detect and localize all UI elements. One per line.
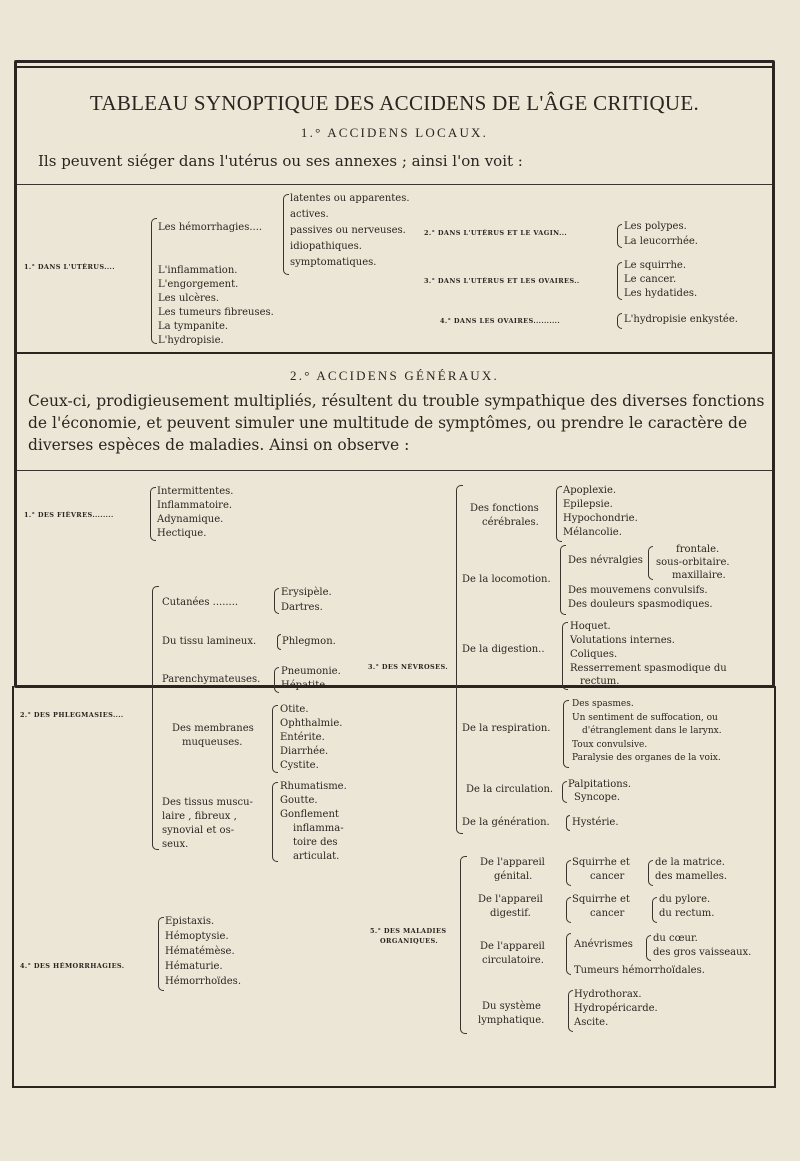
lamineux-item: Phlegmon. xyxy=(282,636,336,647)
membranes-label: muqueuses. xyxy=(182,737,243,748)
ovaires-item: L'hydropisie enkystée. xyxy=(624,314,738,325)
tissus-item: Rhumatisme. xyxy=(280,781,347,792)
digestif-prefix: Squirrhe et xyxy=(572,894,630,905)
divider-section xyxy=(17,352,772,354)
digestif-label: De l'appareil xyxy=(478,894,543,905)
nevralgie-item: sous-orbitaire. xyxy=(656,557,730,568)
vagin-item: La leucorrhée. xyxy=(624,236,698,247)
cerebrales-item: Apoplexie. xyxy=(563,485,617,496)
respiration-item: Paralysie des organes de la voix. xyxy=(572,753,721,763)
organiques-brace xyxy=(460,856,467,1034)
divider-general xyxy=(17,470,772,471)
lymphatique-label: Du système xyxy=(482,1001,541,1012)
digestif-label: digestif. xyxy=(490,908,531,919)
ovaires-uterus-item: Le cancer. xyxy=(624,274,677,285)
ovaires-uterus-brace xyxy=(617,262,622,300)
respiration-brace xyxy=(563,700,569,768)
nevroses-label: 3.° DES NÉVROSES. xyxy=(368,663,449,671)
tissus-label: synovial et os- xyxy=(162,825,235,836)
membranes-item: Otite. xyxy=(280,704,309,715)
digestif-sub-brace xyxy=(652,897,657,923)
aneurismes-item: des gros vaisseaux. xyxy=(653,947,752,958)
left-rule-general xyxy=(12,686,14,1086)
vagin-label: 2.° DANS L'UTÉRUS ET LE VAGIN... xyxy=(424,229,568,237)
nevralgie-item: maxillaire. xyxy=(672,570,726,581)
hemorrhagie-type: latentes ou apparentes. xyxy=(290,193,410,204)
respiration-item: d'étranglement dans le larynx. xyxy=(582,726,722,736)
ovaires-brace xyxy=(617,313,622,329)
cerebrales-item: Mélancolie. xyxy=(563,527,622,538)
fievre-item: Hectique. xyxy=(157,528,207,539)
fievre-item: Adynamique. xyxy=(157,514,224,525)
vagin-item: Les polypes. xyxy=(624,221,687,232)
nevroses-brace xyxy=(456,485,463,834)
parenchymateuses-item: Hépatite. xyxy=(281,680,329,691)
generation-brace xyxy=(566,815,570,831)
digestion-item: Resserrement spasmodique du xyxy=(570,663,727,674)
fievres-label: 1.° DES FIÈVRES........ xyxy=(24,511,114,519)
genital-brace xyxy=(566,860,571,886)
phlegmasies-brace xyxy=(152,586,159,850)
genital-label: De l'appareil xyxy=(480,857,545,868)
hemorrhagie-general-item: Hémorrhoïdes. xyxy=(165,976,241,987)
circulation-item: Palpitations. xyxy=(568,779,632,790)
membranes-item: Ophthalmie. xyxy=(280,718,343,729)
respiration-label: De la respiration. xyxy=(462,723,551,734)
hemorrhagie-general-item: Hématurie. xyxy=(165,961,223,972)
digestion-item: rectum. xyxy=(580,676,620,687)
respiration-item: Des spasmes. xyxy=(572,699,634,709)
ovaires-uterus-item: Le squirrhe. xyxy=(624,260,687,271)
lymphatique-label: lymphatique. xyxy=(478,1015,545,1026)
hemorrhagie-type: passives ou nerveuses. xyxy=(290,225,406,236)
membranes-item: Cystite. xyxy=(280,760,319,771)
uterus-item: L'engorgement. xyxy=(158,279,239,290)
digestif-prefix: cancer xyxy=(590,908,625,919)
genital-prefix: Squirrhe et xyxy=(572,857,630,868)
hemorrhagie-type: symptomatiques. xyxy=(290,257,377,268)
circulatoire-item: Tumeurs hémorrhoïdales. xyxy=(574,965,705,976)
circulation-item: Syncope. xyxy=(574,792,621,803)
parenchymateuses-brace xyxy=(274,667,279,693)
lamineux-label: Du tissu lamineux. xyxy=(162,636,257,647)
genital-item: des mamelles. xyxy=(655,871,728,882)
section-heading-general: 2.° ACCIDENS GÉNÉRAUX. xyxy=(290,368,499,383)
lymphatique-item: Hydrothorax. xyxy=(574,989,642,1000)
digestif-item: du rectum. xyxy=(659,908,715,919)
nevralgies-label: Des névralgies xyxy=(568,555,643,566)
tissus-brace xyxy=(272,782,278,862)
tissus-label: Des tissus muscu- xyxy=(162,797,253,808)
fievre-item: Intermittentes. xyxy=(157,486,234,497)
membranes-item: Diarrhée. xyxy=(280,746,329,757)
local-intro: Ils peuvent siéger dans l'utérus ou ses annexes ; ainsi l'on voit : xyxy=(38,152,523,170)
lymphatique-item: Ascite. xyxy=(574,1017,609,1028)
digestion-label: De la digestion.. xyxy=(462,644,545,655)
ovaires-uterus-label: 3.° DANS L'UTÉRUS ET LES OVAIRES.. xyxy=(424,277,580,285)
parenchymateuses-item: Pneumonie. xyxy=(281,666,341,677)
digestion-item: Volutations internes. xyxy=(570,635,675,646)
circulatoire-brace xyxy=(566,933,571,975)
tissus-item: articulat. xyxy=(293,851,340,862)
hemorrhagies-general-label: 4.° DES HÉMORRHAGIES. xyxy=(20,962,125,970)
lymphatique-brace xyxy=(568,990,573,1032)
fievre-item: Inflammatoire. xyxy=(157,500,233,511)
cutanees-item: Erysipèle. xyxy=(281,587,332,598)
uterus-item: L'hydropisie. xyxy=(158,335,224,346)
lymphatique-item: Hydropéricarde. xyxy=(574,1003,658,1014)
circulatoire-label: De l'appareil xyxy=(480,941,545,952)
aneurismes-label: Anévrismes xyxy=(574,939,633,950)
uterus-label: 1.° DANS L'UTÉRUS.... xyxy=(24,263,115,271)
circulatoire-label: circulatoire. xyxy=(482,955,544,966)
cerebrales-label: Des fonctions xyxy=(470,503,539,514)
uterus-brace xyxy=(151,218,157,344)
tissus-item: toire des xyxy=(293,837,338,848)
general-intro xyxy=(28,390,766,456)
cerebrales-brace xyxy=(556,486,562,542)
membranes-item: Entérite. xyxy=(280,732,325,743)
hemorrhagie-general-item: Epistaxis. xyxy=(165,916,215,927)
tissus-item: Gonflement xyxy=(280,809,339,820)
vagin-brace xyxy=(617,224,622,248)
hemorrhagie-general-item: Hémoptysie. xyxy=(165,931,229,942)
locomotion-label: De la locomotion. xyxy=(462,574,551,585)
aneurismes-brace xyxy=(646,935,651,961)
uterus-item: L'inflammation. xyxy=(158,265,238,276)
bottom-rule xyxy=(12,1086,776,1088)
cerebrales-label: cérébrales. xyxy=(482,517,539,528)
uterus-item: La tympanite. xyxy=(158,321,229,332)
organiques-label: 5.° DES MALADIES xyxy=(370,927,447,935)
cerebrales-item: Hypochondrie. xyxy=(563,513,638,524)
phlegmasies-label: 2.° DES PHLEGMASIES.... xyxy=(20,711,124,719)
right-rule-general xyxy=(774,686,776,1086)
uterus-item: Les tumeurs fibreuses. xyxy=(158,307,274,318)
digestion-brace xyxy=(562,622,568,690)
respiration-item: Toux convulsive. xyxy=(572,740,648,750)
nevralgies-brace xyxy=(648,546,653,580)
page-title: TABLEAU SYNOPTIQUE DES ACCIDENS DE L'ÂGE CRITIQUE. xyxy=(89,91,700,115)
lamineux-brace xyxy=(277,634,281,650)
locomotion-item: Des douleurs spasmodiques. xyxy=(568,599,713,610)
ovaires-uterus-item: Les hydatides. xyxy=(624,288,698,299)
tissus-label: laire , fibreux , xyxy=(162,811,237,822)
hemorrhagie-type: actives. xyxy=(290,209,329,220)
nevralgie-item: frontale. xyxy=(676,544,720,555)
organiques-label: ORGANIQUES. xyxy=(380,937,439,945)
cerebrales-item: Epilepsie. xyxy=(563,499,613,510)
section-heading-local: 1.° ACCIDENS LOCAUX. xyxy=(300,125,489,140)
hemorrhagies-general-brace xyxy=(158,917,164,991)
circulation-brace xyxy=(562,781,567,803)
hemorrhagies-label: Les hémorrhagies.... xyxy=(158,222,263,233)
parenchymateuses-label: Parenchymateuses. xyxy=(162,674,261,685)
locomotion-item: Des mouvemens convulsifs. xyxy=(568,585,708,596)
aneurismes-item: du cœur. xyxy=(653,933,698,944)
membranes-label: Des membranes xyxy=(172,723,254,734)
membranes-brace xyxy=(272,705,278,773)
tissus-label: seux. xyxy=(162,839,189,850)
general-intro-text: Ceux-ci, prodigieusement multipliés, résultent du trouble sympathique des diverses fonctions de l'économie, et peuvent simuler une multitude de symptômes, ou prendre le caractère de diverses espèces de maladies. Ainsi on observe : xyxy=(28,392,765,454)
cutanees-item: Dartres. xyxy=(281,602,323,613)
digestif-item: du pylore. xyxy=(659,894,711,905)
divider-intro xyxy=(17,184,772,185)
genital-prefix: cancer xyxy=(590,871,625,882)
genital-sub-brace xyxy=(648,860,653,886)
uterus-item: Les ulcères. xyxy=(158,293,220,304)
locomotion-brace xyxy=(560,545,566,615)
digestif-brace xyxy=(566,897,571,923)
digestion-item: Coliques. xyxy=(570,649,618,660)
genital-label: génital. xyxy=(494,871,533,882)
circulation-label: De la circulation. xyxy=(466,784,554,795)
generation-label: De la génération. xyxy=(462,817,550,828)
respiration-item: Un sentiment de suffocation, ou xyxy=(572,713,718,723)
cutanees-brace xyxy=(274,588,279,614)
tissus-item: Goutte. xyxy=(280,795,318,806)
ovaires-label: 4.° DANS LES OVAIRES.......... xyxy=(440,317,560,325)
hemorrhagie-general-item: Hématémèse. xyxy=(165,946,235,957)
tissus-item: inflamma- xyxy=(293,823,344,834)
hemorrhagies-brace xyxy=(283,194,289,275)
genital-item: de la matrice. xyxy=(655,857,725,868)
fievres-brace xyxy=(150,487,156,541)
generation-item: Hystérie. xyxy=(572,817,619,828)
cutanees-label: Cutanées ........ xyxy=(162,597,239,608)
digestion-item: Hoquet. xyxy=(570,621,611,632)
hemorrhagie-type: idiopathiques. xyxy=(290,241,362,252)
